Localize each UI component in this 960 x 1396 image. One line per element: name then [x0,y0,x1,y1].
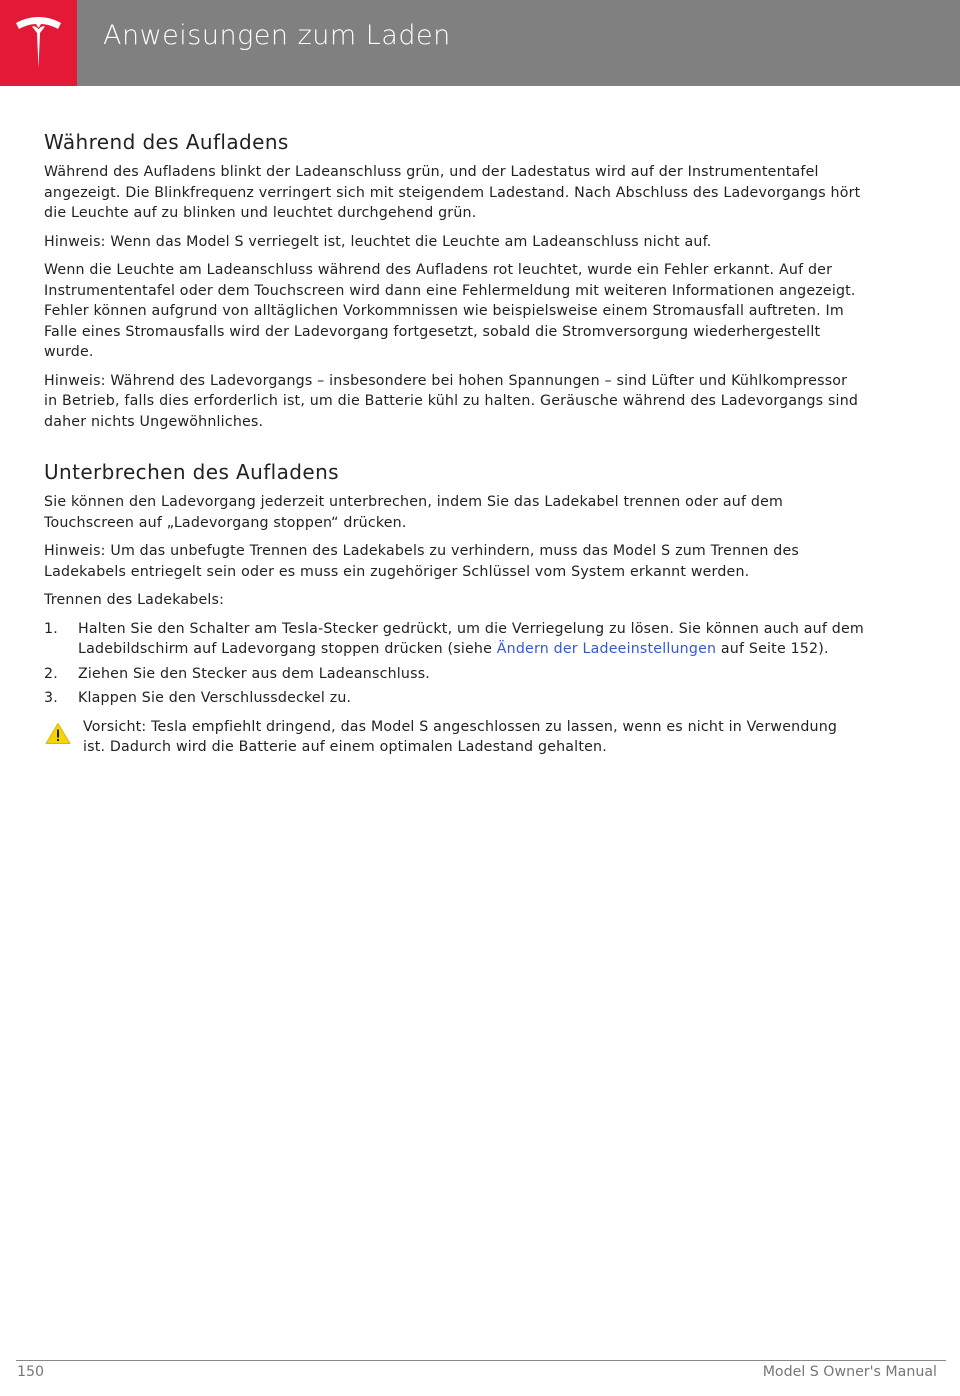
note-paragraph: Hinweis: Um das unbefugte Trennen des Ladekabels zu verhindern, muss das Model S zum Trennen des Ladekabels entriegelt sein oder es muss ein zugehöriger Schlüssel vom System erkannt werden. [44,543,800,580]
step-text: Ziehen Sie den Stecker aus dem Ladeanschluss. [78,665,430,682]
list-item [44,619,864,660]
step-number: 3. [44,690,58,706]
paragraph: Wenn die Leuchte am Ladeanschluss während des Aufladens rot leuchtet, wurde ein Fehler erkannt. Auf der Instrumententafel oder dem Touchscreen wird dann eine Fehlermeldung mit weiteren Informationen angezeigt. Fehler können aufgrund von alltäglichen Vorkommnissen wie beispielsweise einem Stromausfall auftreten. Im Falle eines Stromausfalls wird der Ladevorgang fortgesetzt, sobald die Stromversorgung wiederhergestellt wurde. [44,262,856,360]
section-heading-stop-charging: Unterbrechen des Aufladens [44,460,339,484]
header-title: Anweisungen zum Laden [103,20,451,51]
caution-box [44,717,864,758]
steps-list [44,619,864,709]
list-item [44,664,864,685]
list-item [44,688,864,709]
note-paragraph: Hinweis: Während des Ladevorgangs – insbesondere bei hohen Spannungen – sind Lüfter und Kühlkompressor in Betrieb, falls dies erforderlich ist, um die Batterie kühl zu halten. Geräusche während des Ladevorgangs sind daher nichts Ungewöhnliches. [44,372,859,430]
paragraph: Während des Aufladens blinkt der Ladeanschluss grün, und der Ladestatus wird auf der Instrumententafel angezeigt. Die Blinkfrequenz verringert sich mit steigendem Ladestand. Nach Abschluss des Ladevorgangs hört die Leuchte auf zu blinken und leuchtet durchgehend grün. [44,164,861,221]
footer-divider [16,1360,946,1361]
step-number: 2. [44,665,58,682]
step-number: 1. [44,620,58,637]
page-header [0,0,960,86]
charge-settings-link[interactable]: Ändern der Ladeeinstellungen [496,641,717,657]
paragraph: Trennen des Ladekabels: [44,592,225,608]
warning-triangle-icon [45,722,71,745]
section-heading-charging: Während des Aufladens [44,130,289,154]
note-paragraph: Hinweis: Wenn das Model S verriegelt ist, leuchtet die Leuchte am Ladeanschluss nicht auf. [44,233,712,250]
paragraph: Sie können den Ladevorgang jederzeit unterbrechen, indem Sie das Ladekabel trennen oder auf dem Touchscreen auf „Ladevorgang stoppen“ drücken. [44,494,784,531]
step-text-after: auf Seite 152). [716,641,829,657]
logo-box [0,0,77,86]
step-text: Halten Sie den Schalter am Tesla-Stecker gedrückt, um die Verriegelung zu lösen. Sie können auch auf dem Ladebildschirm auf Ladevorgang stoppen drücken (siehe [78,620,864,657]
page-number: 150 [17,1364,45,1380]
footer-manual-title: Model S Owner's Manual [762,1364,937,1380]
main-content [44,130,864,758]
step-text: Klappen Sie den Verschlussdeckel zu. [78,690,352,706]
tesla-logo-icon [14,14,63,72]
caution-text: Vorsicht: Tesla empfiehlt dringend, das Model S angeschlossen zu lassen, wenn es nicht in Verwendung ist. Dadurch wird die Batterie auf einem optimalen Ladestand gehalten. [83,718,838,755]
